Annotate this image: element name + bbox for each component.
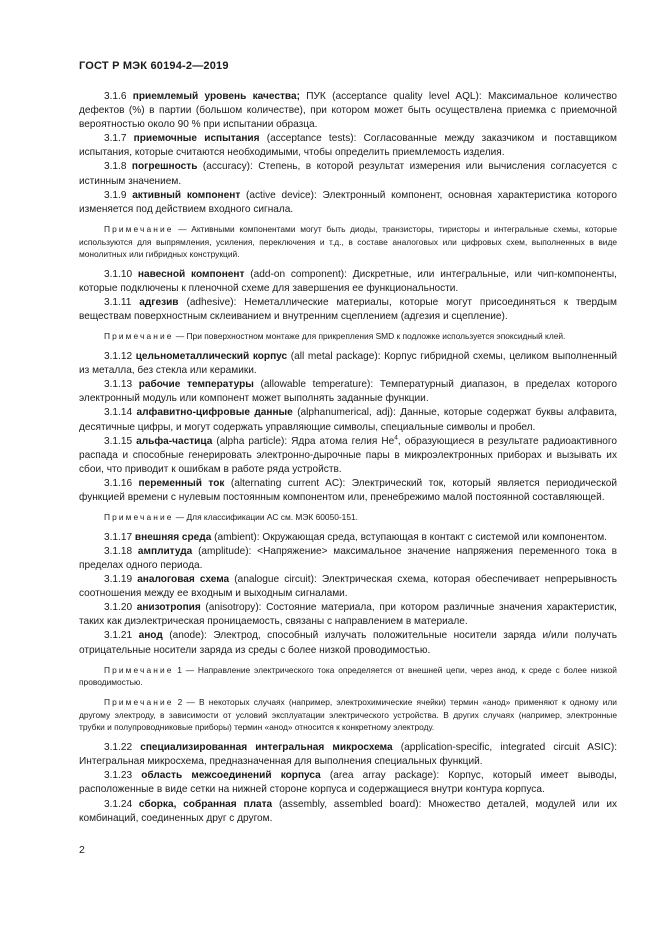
entry-number: 3.1.15 [104, 435, 133, 447]
term: цельнометаллический корпус [135, 351, 288, 363]
term: переменный ток [138, 477, 225, 489]
definition-text: (amplitude): <Напряжение> максимальное значение напряжения переменного тока в пределах одного периода. [79, 545, 617, 571]
term: область межсоединений корпуса [141, 770, 321, 782]
entry-number: 3.1.6 [104, 91, 127, 102]
term: приемочные испытания [133, 133, 260, 145]
entry-number: 3.1.9 [104, 189, 127, 201]
entry-number: 3.1.16 [104, 477, 133, 489]
definition-3-1-15 [79, 435, 617, 477]
note-label: Примечание [104, 223, 174, 234]
definition-3-1-24 [79, 798, 617, 826]
term: анод [138, 630, 163, 642]
note-label: Примечание [104, 512, 174, 523]
note-text: — Активными компонентами могут быть диоды, транзисторы, тиристоры и интегральные схемы, которые используются для выпрямления, усиления, переключения и т.д., в составе аналоговых или цифровых схем, выполненных в виде монолитных или гибридных конструкций. [79, 223, 617, 260]
note-text: 1 — Направление электрического тока определяется от внешней цепи, через анод, к среде с более низкой проводимостью. [79, 664, 617, 688]
term: адгезив [139, 297, 179, 309]
term: приемлемый уровень качества; [132, 91, 300, 102]
entry-number: 3.1.10 [104, 268, 133, 280]
definition-text: (assembly, assembled board): Множество деталей, модулей или их комбинаций, соединенных друг с другом. [79, 798, 617, 824]
definition-3-1-21 [79, 629, 617, 657]
definition-3-1-16 [79, 477, 617, 505]
page-number: 2 [79, 844, 85, 856]
definition-3-1-17 [79, 531, 617, 545]
note-text: — Для классификации AC см. МЭК 60050-151. [173, 512, 358, 523]
definition-text: (anisotropy): Состояние материала, при котором различные значения характеристик, таких как диэлектрическая проницаемость, связаны с направлением в материале. [79, 602, 617, 628]
term: анизотропия [136, 602, 201, 614]
definition-3-1-10 [79, 268, 617, 296]
entry-number: 3.1.14 [104, 407, 133, 419]
note-label: Примечание [104, 331, 174, 342]
definition-3-1-6 [79, 90, 617, 132]
term: внешняя среда [134, 531, 212, 543]
note-anode-1 [79, 664, 617, 689]
entry-number: 3.1.19 [104, 574, 133, 586]
definition-3-1-22 [79, 741, 617, 769]
definition-3-1-14 [79, 406, 617, 434]
definition-text: ПУК (acceptance quality level AQL): Максимальное количество дефектов (%) в партии (большом количестве), при котором может быть осуществлена приемка с приемочной вероятностью около 90 % при испытании образца. [79, 91, 617, 131]
entry-number: 3.1.17 [104, 531, 133, 543]
term: активный компонент [132, 189, 241, 201]
superscript: 4 [394, 434, 398, 442]
definition-text: (allowable temperature): Температурный диапазон, в пределах которого электронный модуль или компонент может выполнять заданные функции. [79, 379, 617, 405]
term: погрешность [131, 161, 198, 173]
term: навесной компонент [137, 268, 245, 280]
definition-text: (anode): Электрод, способный излучать положительные носители заряда и/или получать отрицательные носители заряда из среды с более низкой проводимостью. [79, 630, 617, 656]
definition-3-1-9 [79, 189, 617, 217]
entry-number: 3.1.22 [104, 742, 133, 754]
document-header: ГОСТ Р МЭК 60194-2—2019 [79, 60, 229, 72]
term: амплитуда [137, 545, 193, 557]
definition-text: (add-on component): Дискретные, или интегральные, или чип-компоненты, которые подключены к пленочной схеме для завершения ее функциональности. [79, 268, 617, 295]
note-anode-2 [79, 696, 617, 734]
entry-number: 3.1.23 [104, 770, 133, 782]
document-body [79, 90, 617, 826]
entry-number: 3.1.12 [104, 351, 133, 363]
definition-text: (analogue circuit): Электрическая схема, которая обеспечивает непрерывность соотношения между ее входным и выходным сигналами. [79, 574, 617, 600]
term: алфавитно-цифровые данные [136, 407, 293, 419]
entry-number: 3.1.7 [104, 133, 127, 145]
definition-text: (all metal package): Корпус гибридной схемы, целиком выполненный из металла, без стекла или керамики. [79, 351, 617, 377]
entry-number: 3.1.20 [104, 602, 133, 614]
note-alternating-current [79, 511, 617, 524]
entry-number: 3.1.13 [104, 379, 133, 391]
definition-text: (area array package): Корпус, который имеет выводы, расположенные в виде сетки на нижней стороне корпуса и содержащиеся внутри контура корпуса. [79, 770, 617, 796]
note-label: Примечание [104, 664, 174, 675]
entry-number: 3.1.8 [104, 161, 127, 173]
entry-number: 3.1.21 [104, 630, 133, 642]
definition-text: (acceptance tests): Согласованные между заказчиком и поставщиком испытания, которые считаются необходимыми, чтобы определить приемлемость изделия. [79, 133, 617, 159]
note-active-device [79, 223, 617, 261]
note-text: — При поверхностном монтаже для прикрепления SMD к подложке используется эпоксидный клей. [173, 331, 566, 342]
definition-3-1-7 [79, 132, 617, 160]
definition-text: (ambient): Окружающая среда, вступающая в контакт с системой или компонентом. [211, 531, 607, 543]
term: специализированная интегральная микросхема [140, 742, 393, 754]
definition-3-1-13 [79, 378, 617, 406]
definition-3-1-12 [79, 350, 617, 378]
definition-text: (active device): Электронный компонент, основная характеристика которого изменяется под действием входного сигнала. [79, 189, 617, 215]
definition-3-1-18 [79, 545, 617, 573]
definition-3-1-20 [79, 601, 617, 629]
definition-3-1-11 [79, 296, 617, 324]
definition-text: (alphanumerical, adj): Данные, которые содержат буквы алфавита, десятичные цифры, и могут содержать управляющие символы, специальные символы и пробел. [79, 407, 618, 433]
term: альфа-частица [136, 435, 213, 447]
definition-3-1-8 [79, 160, 617, 188]
definition-text: (application-specific, integrated circuit ASIC): Интегральная микросхема, предназначенная для выполнения специальных функций. [79, 742, 617, 768]
definition-3-1-19 [79, 573, 617, 601]
definition-text-continued: , образующиеся в результате радиоактивного распада и способные генерировать электронно-дырочные пары в микроэлектронных приборах и вызывать их сбои, что приводит к ошибкам в работе ряда устройств. [79, 435, 617, 475]
definition-3-1-23 [79, 769, 617, 797]
note-label: Примечание [104, 697, 174, 708]
term: аналоговая схема [137, 574, 230, 586]
note-text: 2 — В некоторых случаях (например, электрохимические ячейки) термин «анод» применяют к одному или другому электроду, в зависимости от условий эксплуатации электрического устройства. В других случаях (например, электронные трубки и полупроводниковые приборы) термин «анод» относится к конкретному электроду. [79, 697, 617, 733]
term: сборка, собранная плата [138, 798, 273, 810]
note-adhesive [79, 330, 617, 343]
definition-text: (accuracy): Степень, в которой результат измерения или вычисления согласуется с истинным значением. [79, 161, 617, 187]
definition-text: (alpha particle): Ядра атома гелия He [212, 435, 395, 447]
entry-number: 3.1.18 [104, 545, 133, 557]
term: рабочие температуры [138, 379, 254, 391]
entry-number: 3.1.11 [104, 297, 132, 309]
definition-text: (alternating current AC): Электрический ток, который является периодической функцией времени с нулевым постоянным компонентом или, пренебрежимо малой постоянной составляющей. [79, 477, 617, 503]
definition-text: (adhesive): Неметаллические материалы, которые могут присоединяться к твердым веществам поверхностным склеиванием и внутренним сцеплением (адгезия и сцепление). [79, 297, 617, 323]
entry-number: 3.1.24 [104, 798, 133, 810]
